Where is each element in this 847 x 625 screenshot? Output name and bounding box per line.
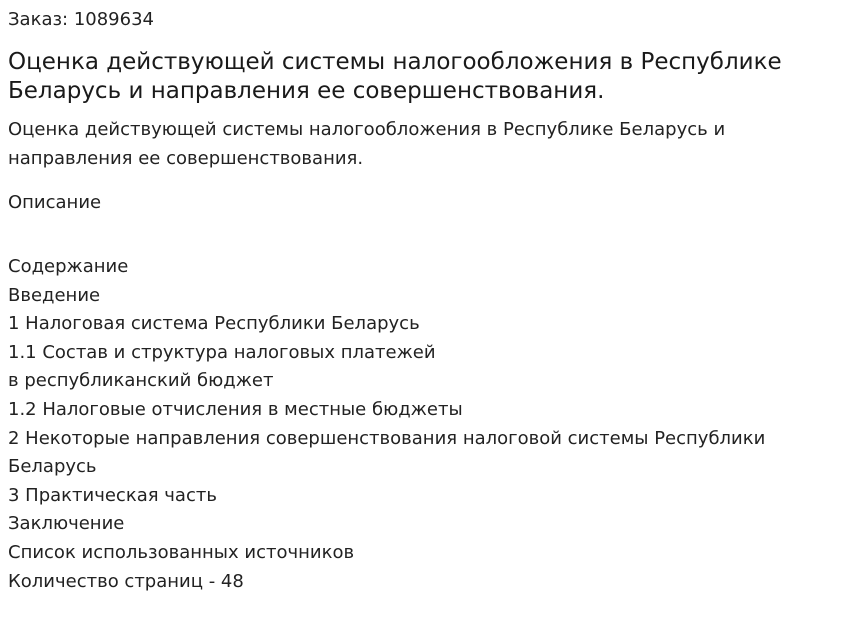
contents-item: в республиканский бюджет (8, 370, 274, 392)
description-heading: Описание (8, 192, 102, 213)
contents-heading: Содержание (8, 256, 129, 277)
table-of-contents (8, 253, 839, 596)
contents-item: Список использованных источников (8, 541, 355, 563)
contents-item: Введение (8, 284, 101, 306)
document-title: Оценка действующей системы налогообложения в Республике Беларусь и направления ее совершенствования. (8, 49, 782, 104)
order-number: Заказ: 1089634 (8, 9, 154, 30)
contents-item: 1.2 Налоговые отчисления в местные бюджеты (8, 398, 463, 420)
contents-item: 1 Налоговая система Республики Беларусь (8, 313, 420, 335)
contents-item: Заключение (8, 513, 125, 535)
page-count: Количество страниц - 48 (8, 570, 244, 592)
document-lead: Оценка действующей системы налогообложения в Республике Беларусь и направления ее совершенствования. (8, 119, 726, 169)
contents-item: 2 Некоторые направления совершенствования налоговой системы Республики Беларусь (8, 427, 766, 478)
contents-item: 3 Практическая часть (8, 484, 217, 506)
contents-item: 1.1 Состав и структура налоговых платежей (8, 341, 436, 363)
